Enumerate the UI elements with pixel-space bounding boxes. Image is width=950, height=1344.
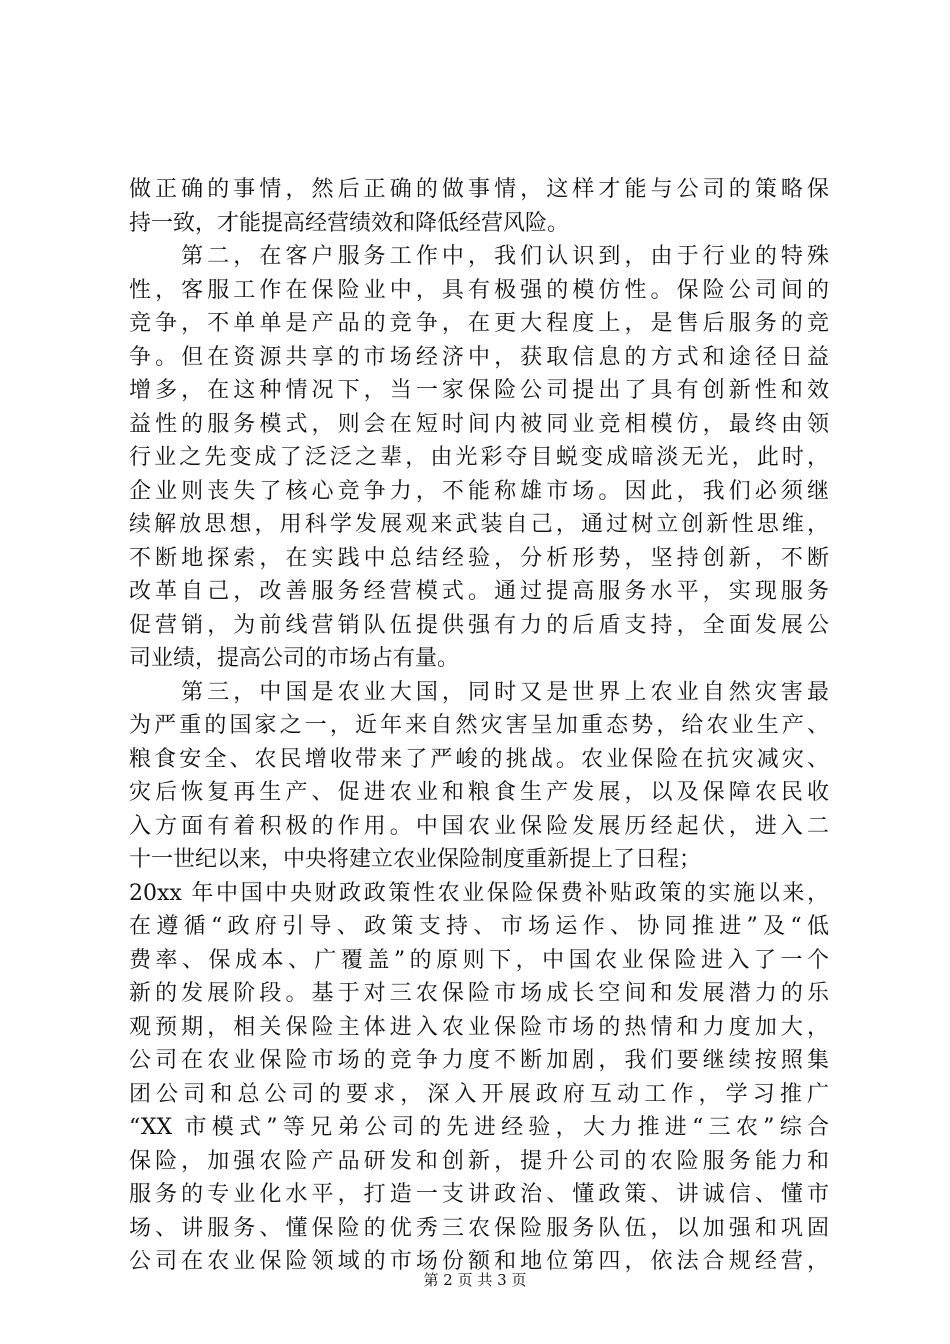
text-line: 改革自己，改善服务经营模式。通过提高服务水平，实现服务 <box>129 579 829 604</box>
text-line: 入方面有着积极的作用。中国农业保险发展历经起伏，进入二 <box>129 813 829 839</box>
text-line: 续解放思想，用科学发展观来武装自己，通过树立创新性思维， <box>129 512 829 537</box>
text-line: 第三，中国是农业大国，同时又是世界上农业自然灾害最 <box>129 679 829 705</box>
text-line: 企业则丧失了核心竞争力，不能称雄市场。因此，我们必须继 <box>129 478 829 504</box>
text-line: 新的发展阶段。基于对三农保险市场成长空间和发展潜力的乐 <box>129 981 829 1006</box>
text-line: 持一致，才能提高经营绩效和降低经营风险。 <box>129 210 570 236</box>
text-line: 费率、保成本、广覆盖”的原则下，中国农业保险进入了一个 <box>129 947 829 973</box>
page-footer: 第 2 页 共 3 页 <box>423 1271 527 1289</box>
body-text <box>129 173 829 1279</box>
text-line: 增多，在这种情况下，当一家保险公司提出了具有创新性和效 <box>129 378 829 403</box>
text-line: 竞争，不单单是产品的竞争，在更大程度上，是售后服务的竞 <box>129 311 829 336</box>
text-line: 做正确的事情，然后正确的做事情，这样才能与公司的策略保 <box>129 177 829 202</box>
text-line: 场、讲服务、懂保险的优秀三农保险服务队伍，以加强和巩固 <box>129 1215 829 1241</box>
text-line: 保险，加强农险产品研发和创新，提升公司的农险服务能力和 <box>129 1148 829 1174</box>
text-line: 十一世纪以来，中央将建立农业保险制度重新提上了日程； <box>129 847 702 872</box>
text-line: 服务的专业化水平，打造一支讲政治、懂政策、讲诚信、懂市 <box>129 1182 829 1207</box>
text-line: 性，客服工作在保险业中，具有极强的模仿性。保险公司间的 <box>129 277 829 303</box>
text-line: 第二，在客户服务工作中，我们认识到，由于行业的特殊 <box>129 244 829 269</box>
text-line: 灾后恢复再生产、促进农业和粮食生产发展，以及保障农民收 <box>129 780 829 805</box>
text-line: 益性的服务模式，则会在短时间内被同业竞相模仿，最终由领 <box>129 411 829 437</box>
text-line: 20xx 年中国中央财政政策性农业保险保费补贴政策的实施以来， <box>129 880 829 906</box>
text-line: 为严重的国家之一，近年来自然灾害呈加重态势，给农业生产、 <box>129 713 829 738</box>
text-line: 团公司和总公司的要求，深入开展政府互动工作，学习推广 <box>129 1081 829 1107</box>
text-line: 促营销，为前线营销队伍提供强有力的后盾支持，全面发展公 <box>129 612 829 638</box>
text-line: 司业绩，提高公司的市场占有量。 <box>129 646 460 671</box>
text-line: 粮食安全、农民增收带来了严峻的挑战。农业保险在抗灾减灾、 <box>129 746 829 772</box>
text-line: 行业之先变成了泛泛之辈，由光彩夺目蜕变成暗淡无光，此时， <box>129 445 829 470</box>
text-line: 公司在农业保险领域的市场份额和地位第四，依法合规经营， <box>129 1249 829 1274</box>
text-line: 不断地探索，在实践中总结经验，分析形势，坚持创新，不断 <box>129 545 829 571</box>
text-line: 在遵循“政府引导、政策支持、市场运作、协同推进”及“低 <box>129 914 829 939</box>
text-line: “XX 市模式”等兄弟公司的先进经验，大力推进“三农”综合 <box>129 1115 829 1140</box>
text-line: 争。但在资源共享的市场经济中，获取信息的方式和途径日益 <box>129 344 829 370</box>
text-line: 观预期，相关保险主体进入农业保险市场的热情和力度加大， <box>129 1014 829 1040</box>
text-line: 公司在农业保险市场的竞争力度不断加剧，我们要继续按照集 <box>129 1048 829 1073</box>
